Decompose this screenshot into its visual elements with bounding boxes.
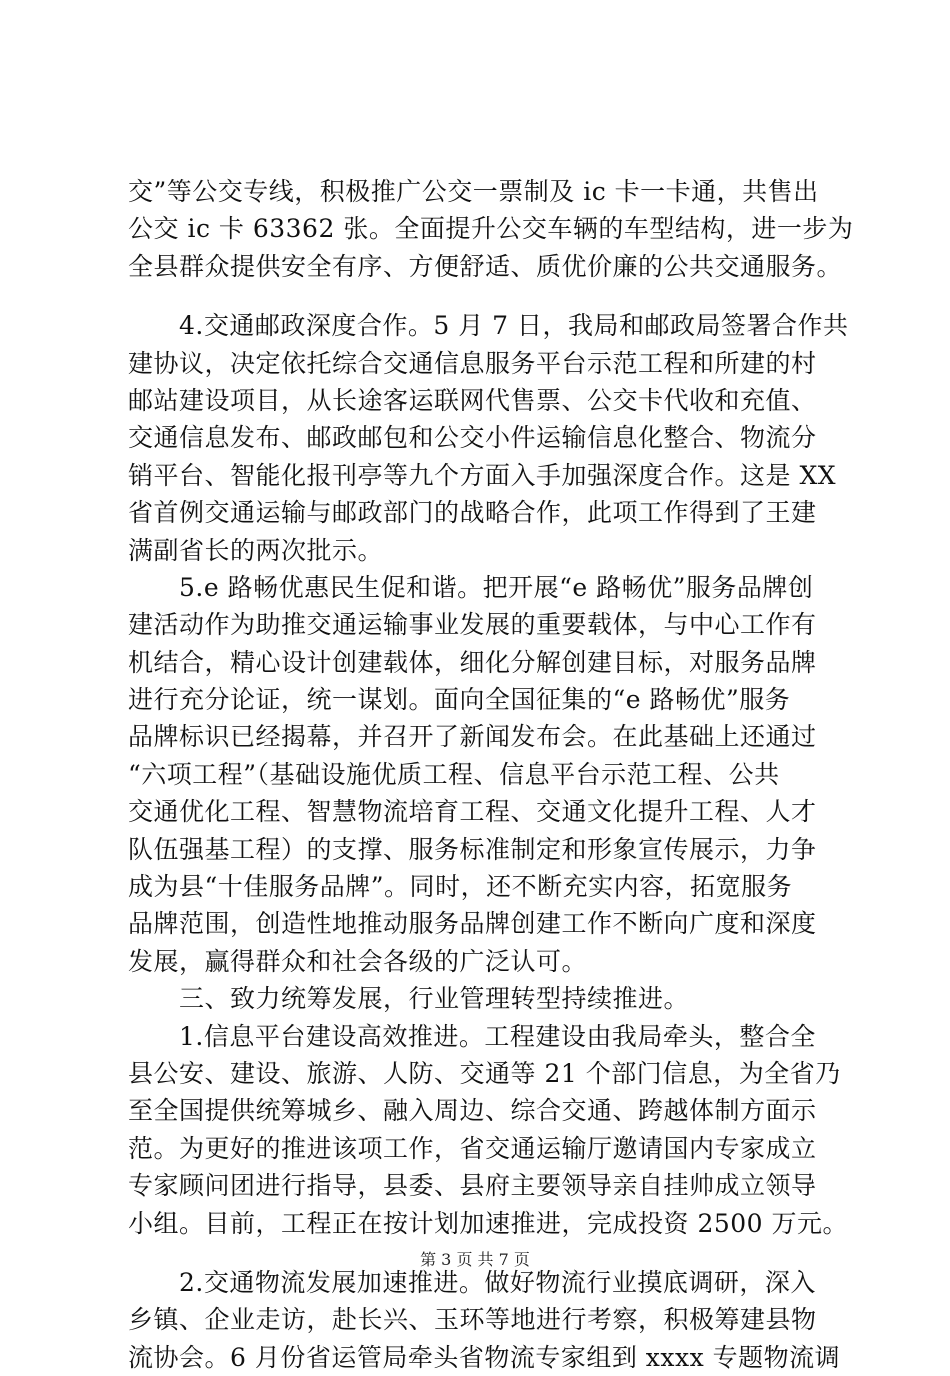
text-line: 建协议，决定依托综合交通信息服务平台示范工程和所建的村 [128,348,817,378]
text-line: 成为县“十佳服务品牌”。同时，还不断充实内容，拓宽服务 [128,872,793,902]
paragraph-gap [128,285,840,307]
text-line: 机结合，精心设计创建载体，细化分解创建目标，对服务品牌 [128,647,817,677]
text-line: 交通优化工程、智慧物流培育工程、交通文化提升工程、人才 [128,797,817,827]
text-line: 4.交通邮政深度合作。5 月 7 日，我局和邮政局签署合作共 [128,311,849,341]
text-line: 省首例交通运输与邮政部门的战略合作，此项工作得到了王建 [128,498,817,528]
text-line: 队伍强基工程）的支撑、服务标准制定和形象宣传展示，力争 [128,834,817,864]
text-line: 1.信息平台建设高效推进。工程建设由我局牵头，整合全 [128,1021,816,1051]
text-line: 邮站建设项目，从长途客运联网代售票、公交卡代收和充值、 [128,385,817,415]
text-line: 公交 ic 卡 63362 张。全面提升公交车辆的车型结构，进一步为 [128,214,854,244]
text-line: 满副省长的两次批示。 [128,535,384,565]
text-line: 销平台、智能化报刊亭等九个方面入手加强深度合作。这是 XX [128,460,837,490]
section-heading: 三、致力统筹发展，行业管理转型持续推进。 [128,984,690,1014]
text-line: “六项工程”（基础设施优质工程、信息平台示范工程、公共 [128,759,780,789]
text-line: 范。为更好的推进该项工作，省交通运输厅邀请国内专家成立 [128,1133,817,1163]
page-footer [0,1247,950,1270]
text-line: 县公安、建设、旅游、人防、交通等 21 个部门信息，为全省乃 [128,1058,841,1088]
text-line: 发展，赢得群众和社会各级的广泛认可。 [128,946,588,976]
text-line: 5.e 路畅优惠民生促和谐。把开展“e 路畅优”服务品牌创 [128,572,814,602]
text-line: 全县群众提供安全有序、方便舒适、质优价廉的公共交通服务。 [128,251,843,281]
text-line: 流协会。6 月份省运管局牵头省物流专家组到 xxxx 专题物流调 [128,1342,841,1372]
text-line: 2.交通物流发展加速推进。做好物流行业摸底调研，深入 [128,1267,816,1297]
document-body [128,173,854,1376]
text-line: 品牌标识已经揭幕，并召开了新闻发布会。在此基础上还通过 [128,722,817,752]
text-line: 交通信息发布、邮政邮包和公交小件运输信息化整合、物流分 [128,423,817,453]
text-line: 至全国提供统筹城乡、融入周边、综合交通、跨越体制方面示 [128,1096,817,1126]
text-line: 乡镇、企业走访，赴长兴、玉环等地进行考察，积极筹建县物 [128,1305,817,1335]
text-line: 专家顾问团进行指导，县委、县府主要领导亲自挂帅成立领导 [128,1171,817,1201]
text-line: 建活动作为助推交通运输事业发展的重要载体，与中心工作有 [128,610,817,640]
text-line: 小组。目前，工程正在按计划加速推进，完成投资 2500 万元。 [128,1208,849,1238]
text-line: 进行充分论证，统一谋划。面向全国征集的“e 路畅优”服务 [128,685,791,715]
page-number: 第 3 页 共 7 页 [420,1250,530,1269]
text-line: 品牌范围，创造性地推动服务品牌创建工作不断向广度和深度 [128,909,817,939]
text-line: 交”等公交专线，积极推广公交一票制及 ic 卡一卡通，共售出 [128,177,819,206]
